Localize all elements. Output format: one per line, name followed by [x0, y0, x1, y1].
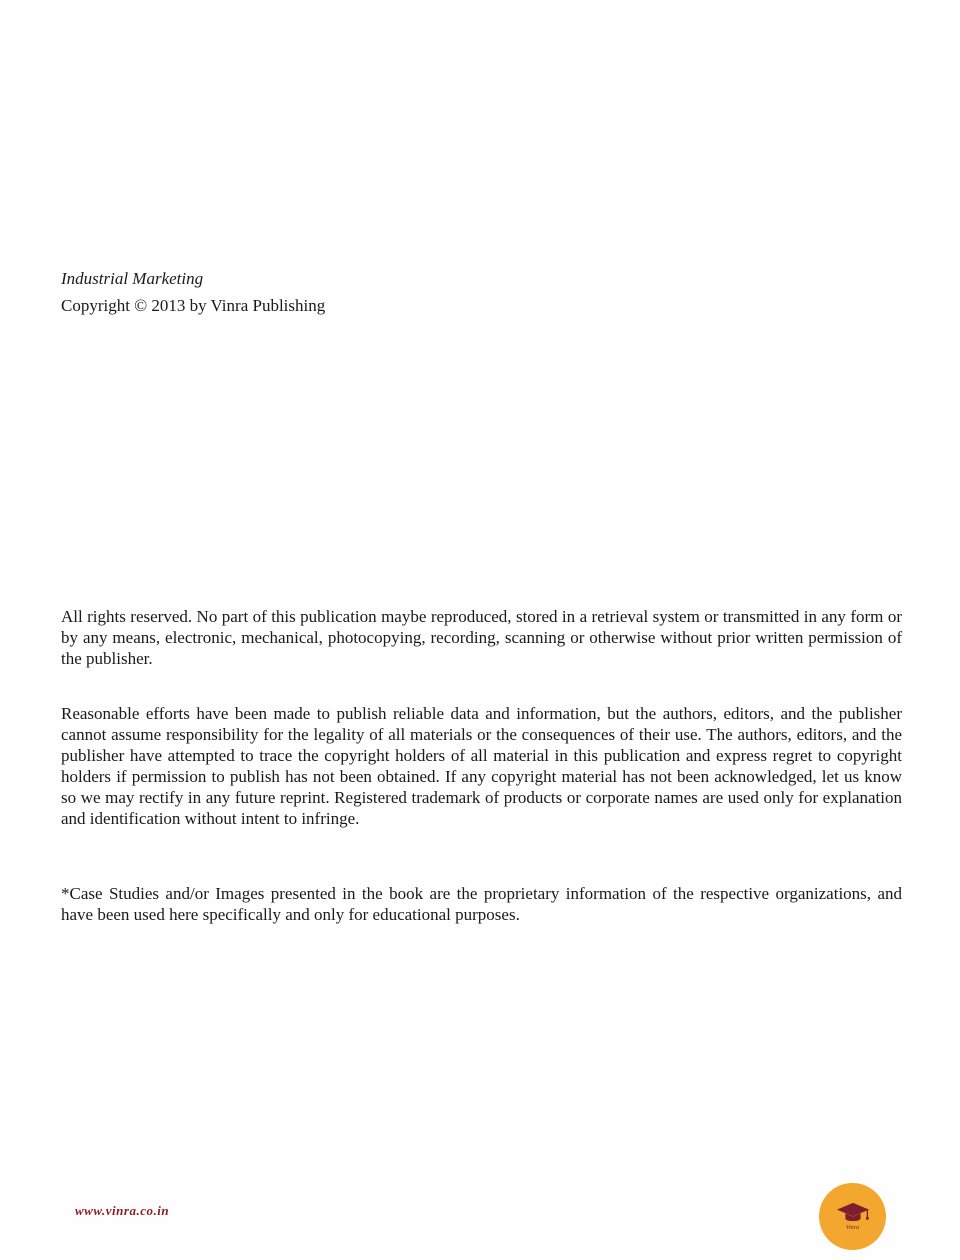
- copyright-line: Copyright © 2013 by Vinra Publishing: [61, 296, 326, 315]
- publisher-logo: [819, 1183, 886, 1250]
- publisher-website: www.vinra.co.in: [75, 1203, 170, 1218]
- title-block: [61, 265, 901, 319]
- graduation-cap-icon: [836, 1202, 870, 1224]
- rights-paragraph: All rights reserved. No part of this publication maybe reproduced, stored in a retrieval system or transmitted in any form or by any means, electronic, mechanical, photocopying, recording, scanning or otherwise without prior written permission of the publisher.: [61, 607, 902, 668]
- case-studies-paragraph: *Case Studies and/or Images presented in the book are the proprietary information of the respective organizations, and have been used here specifically and only for educational purposes.: [61, 884, 902, 924]
- publisher-logo-label: Vinra: [845, 1224, 860, 1231]
- efforts-paragraph: Reasonable efforts have been made to publish reliable data and information, but the authors, editors, and the publisher cannot assume responsibility for the legality of all materials or the consequences of their use. The authors, editors, and the publisher have attempted to trace the copyright holders of all material in this publication and express regret to copyright holders if permission to publish has not been obtained. If any copyright material has not been acknowledged, let us know so we may rectify in any future reprint. Registered trademark of products or corporate names are used only for explanation and identification without intent to infringe.: [61, 704, 902, 828]
- book-title: Industrial Marketing: [61, 269, 204, 288]
